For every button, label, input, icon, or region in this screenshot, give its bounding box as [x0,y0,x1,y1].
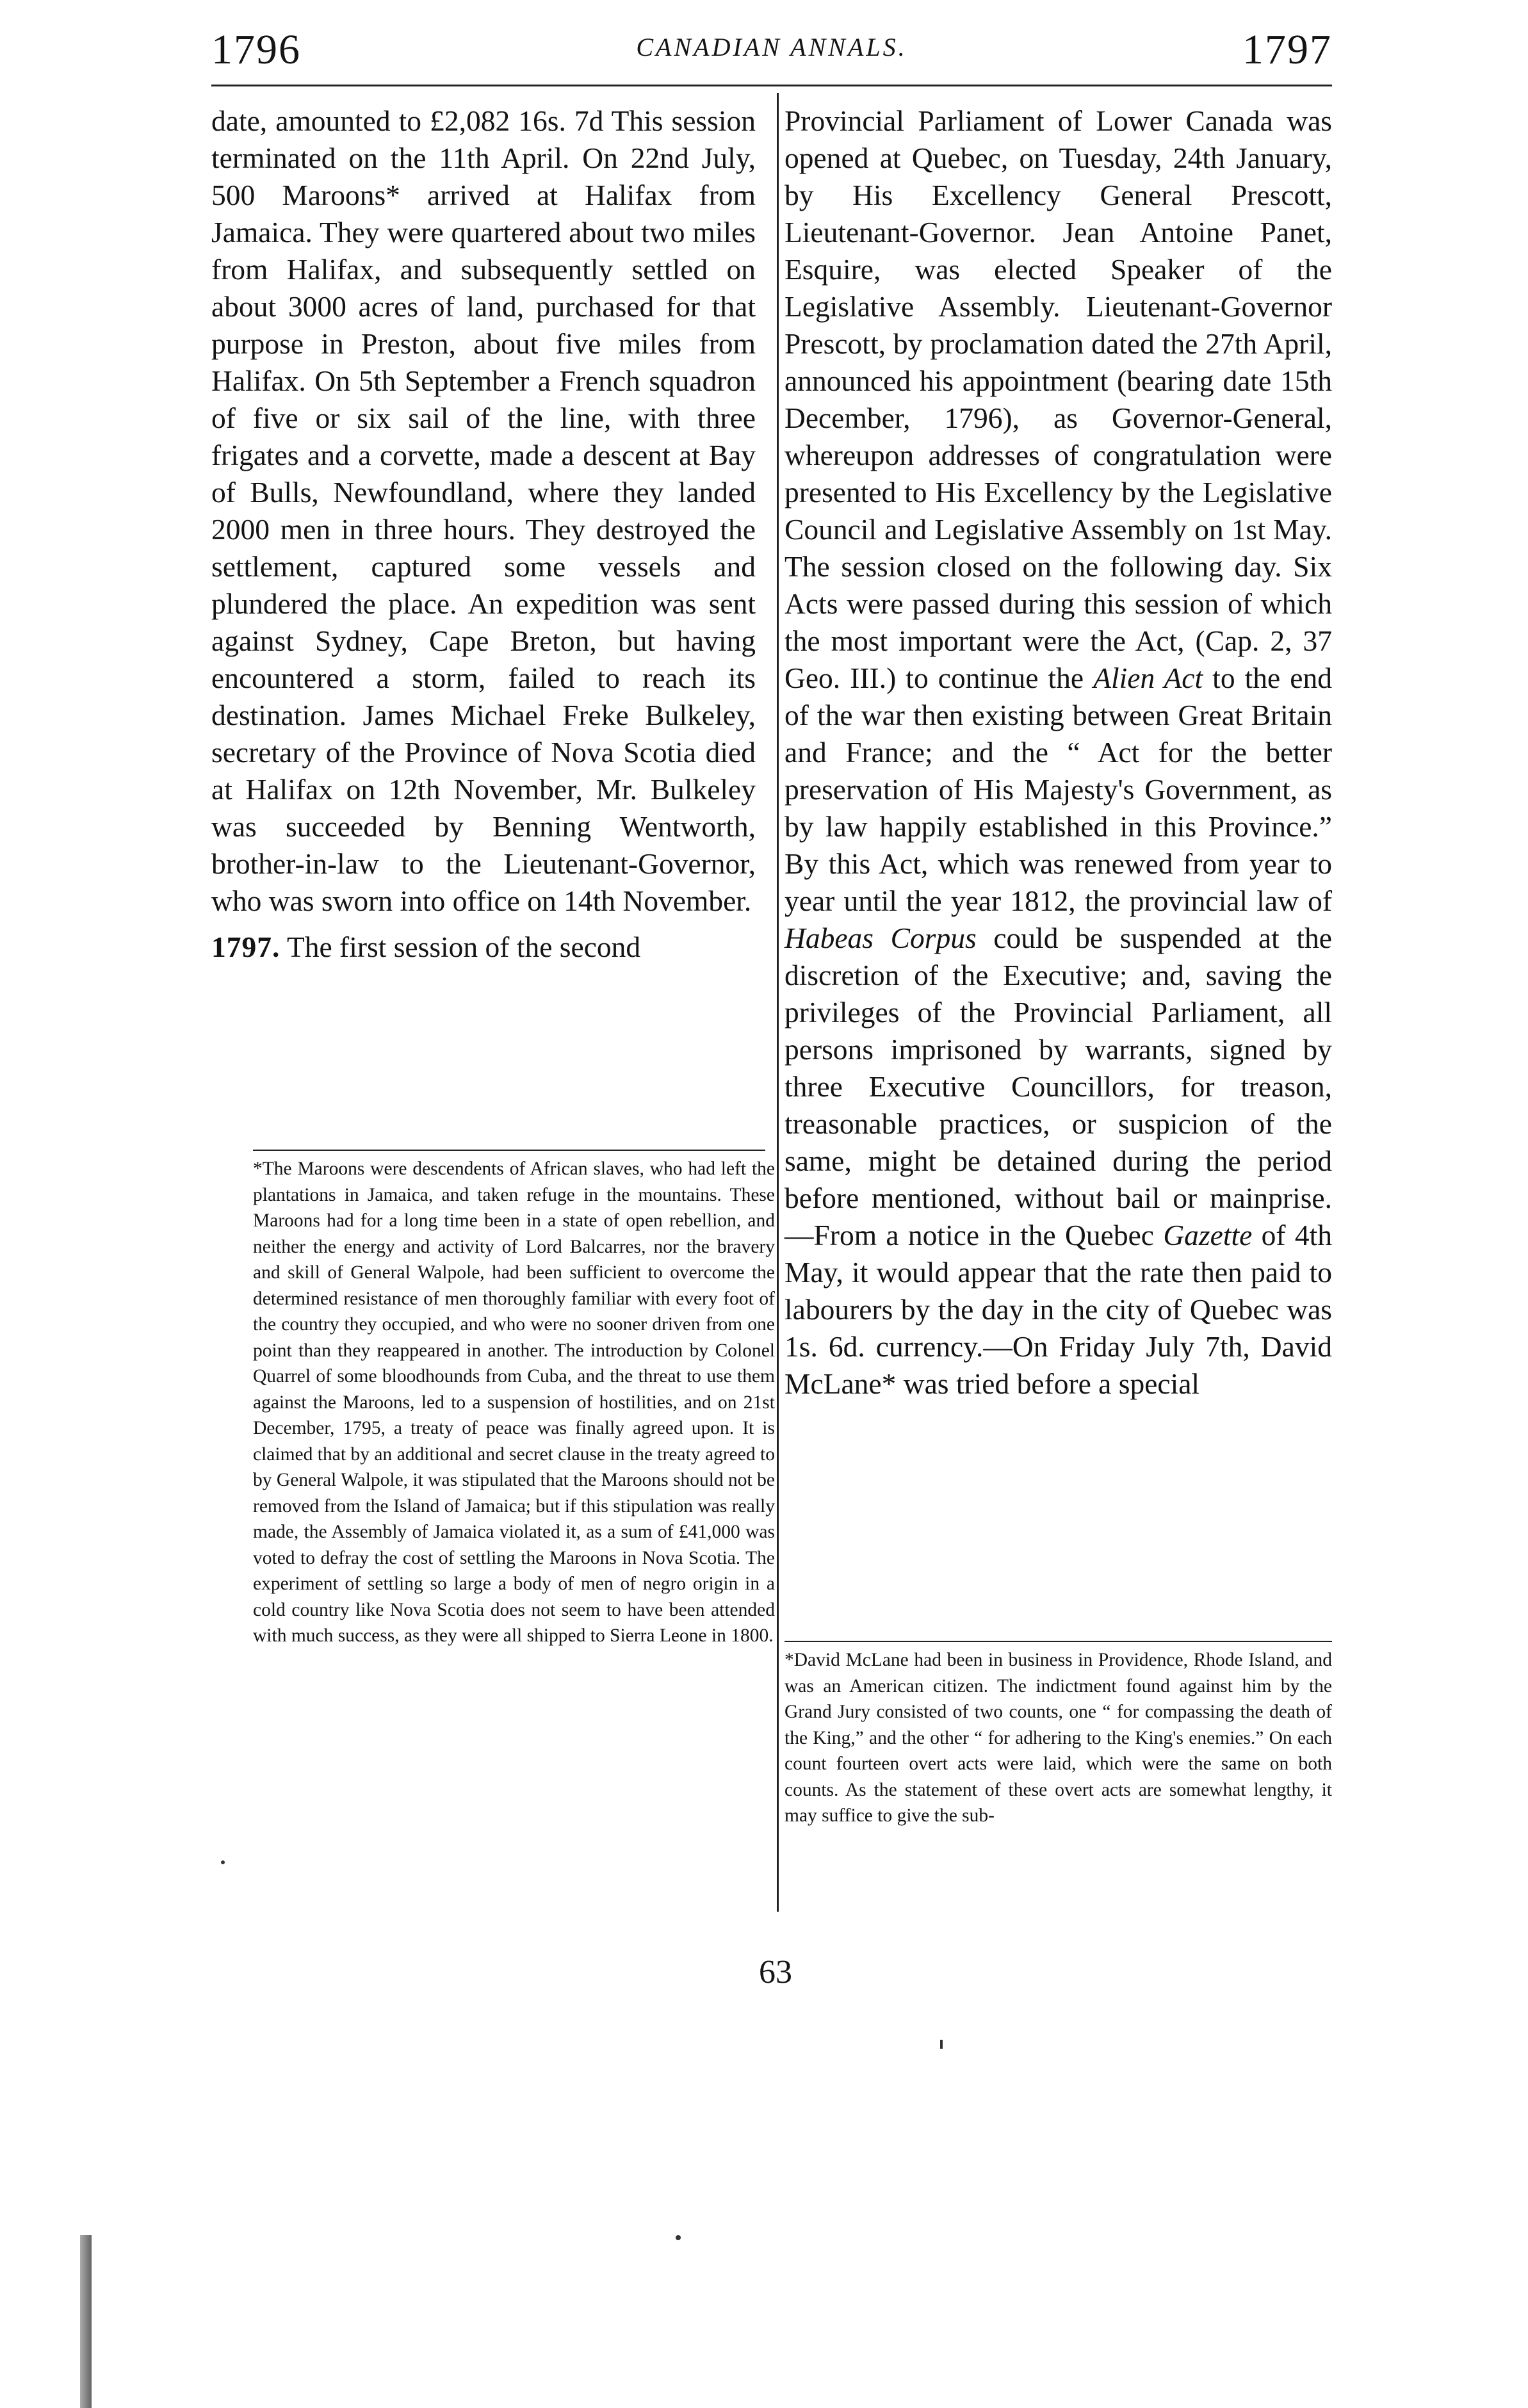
page-number: 63 [759,1954,792,1990]
habeas-corpus-italic: Habeas Corpus [784,922,977,954]
running-header [211,26,1332,83]
header-rule [211,85,1332,86]
left-column [211,102,756,966]
footnote-maroons: *The Maroons were descendents of African slaves, who had left the plantations in Jamaica, and taken refuge in the mountains. These Maroons had for a long time been in a state of open rebellion, and neither the energy and activity of Lord Balcarres, nor the bravery and skill of General Walpole, had been sufficient to overcome the determined resistance of men thoroughly familiar with every foot of the country they occupied, and who were no sooner driven from one point than they reappeared in another. The introduction by Colonel Quarrel of some bloodhounds from Cuba, and the threat to use them against the Maroons, led to a suspension of hostilities, and on 21st December, 1795, a treaty of peace was finally agreed upon. It is claimed that by an additional and secret clause in the treaty agreed to by General Walpole, it was stipulated that the Maroons should not be removed from the Island of Jamaica; but if this stipulation was really made, the Assembly of Jamaica violated it, as a sum of £41,000 was voted to defray the cost of settling the Maroons in Nova Scotia. The experiment of settling so large a body of men of negro origin in a cold country like Nova Scotia does not seem to have been attended with much success, as they were all shipped to Sierra Leone in 1800. [253,1159,775,1646]
year-paragraph-text: The first session of the second [286,931,641,963]
ink-speck-mark [676,2235,681,2240]
right-text-part-1: Provincial Parliament of Lower Canada was opened at Quebec, on Tuesday, 24th January, by His Excellency General Prescott, Lieutenant-Governor. Jean Antoine Panet, Esquire, was elected Speaker of the Legislative Assembly. Lieutenant-Governor Prescott, by proclamation dated the 27th April, announced his appointment (bearing date 15th December, 1796), as Governor-General, whereupon addresses of congratulation were presented to His Excellency by the Legislative Council and Legislative Assembly on 1st May. The session closed on the following day. Six Acts were passed during this session of which the most important were the Act, (Cap. 2, 37 Geo. III.) to continue the [784,104,1332,694]
right-text-part-3: could be suspended at the discretion of the Executive; and, saving the privileges of the Provincial Parliament, all persons imprisoned by warrants, signed by three Executive Councillors, for treason, treasonable practices, or suspicion of the same, might be detained during the period before mentioned, without bail or mainprise.—From a notice in the Quebec [784,922,1333,1251]
left-footnote-rule [253,1150,765,1151]
right-column-text [784,102,1332,1403]
right-text-part-4: of 4th May, it would appear that the rate then paid to labourers by the day in the city of Quebec was 1s. 6d. currency.—On Friday July 7th, David McLane* was tried before a special [784,1219,1333,1400]
year-heading-1797: 1797. [211,931,280,963]
right-column [784,102,1332,1403]
alien-act-italic: Alien Act [1093,662,1203,694]
footnote-mclane: *David McLane had been in business in Providence, Rhode Island, and was an American citizen. The indictment found against him by the Grand Jury consisted of two counts, one “ for compassing the death of the King,” and the other “ for adhering to the King's enemies.” On each count fourteen overt acts were laid, which were the same on both counts. As the statement of these overt acts are somewhat lengthy, it may suffice to give the sub- [784,1650,1332,1826]
right-text-part-2: to the end of the war then existing between Great Britain and France; and the “ Act for the better preservation of His Majesty's Government, as by law happily established in this Province.” By this Act, which was renewed from year to year until the year 1812, the provincial law of [784,662,1332,917]
right-footnote-rule [784,1641,1332,1642]
left-column-text: date, amounted to £2,082 16s. 7d This session terminated on the 11th April. On 22nd July, 500 Maroons* arrived at Halifax from Jamaica. They were quartered about two miles from Halifax, and subsequently settled on about 3000 acres of land, purchased for that purpose in Preston, about five miles from Halifax. On 5th September a French squadron of five or six sail of the line, with three frigates and a corvette, made a descent at Bay of Bulls, Newfoundland, where they landed 2000 men in three hours. They destroyed the settlement, captured some vessels and plundered the place. An expedition was sent against Sydney, Cape Breton, but having encountered a storm, failed to reach its destination. James Michael Freke Bulkeley, secretary of the Province of Nova Scotia died at Halifax on 12th November, Mr. Bulkeley was succeeded by Benning Wentworth, brother-in-law to the Lieutenant-Governor, who was sworn into office on 14th November. [211,104,756,917]
year-paragraph [211,929,756,966]
ink-speck-mark [940,2040,943,2049]
header-right-year: 1797 [1242,26,1332,73]
gazette-italic: Gazette [1163,1219,1253,1251]
running-title: CANADIAN ANNALS. [636,33,907,61]
scan-edge-shadow [80,2235,92,2408]
column-divider [777,93,779,1912]
header-left-year: 1796 [211,26,301,73]
ink-speck-mark [221,1860,225,1864]
